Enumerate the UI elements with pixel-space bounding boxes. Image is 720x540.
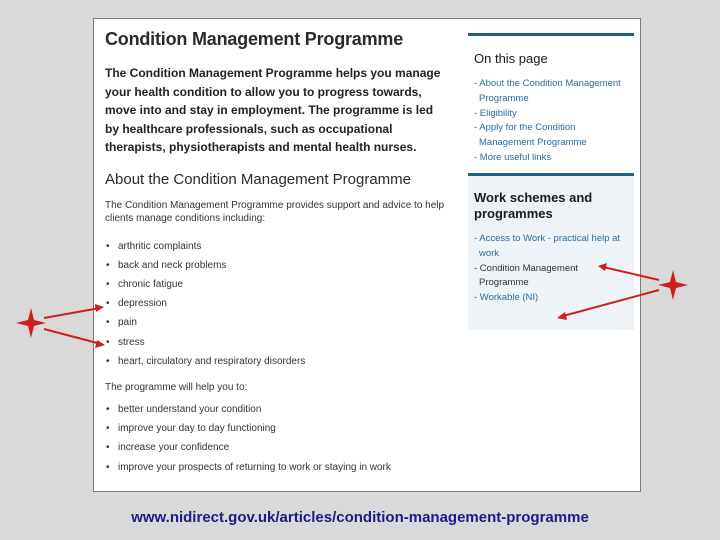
article-main bbox=[105, 29, 445, 487]
link-workable[interactable]: - Workable (NI) bbox=[474, 292, 539, 304]
bullet-icon: • bbox=[106, 240, 110, 252]
right-star-marker bbox=[658, 270, 688, 300]
bullet-icon: • bbox=[106, 278, 110, 290]
bullet-icon: • bbox=[106, 355, 110, 367]
work-schemes-links bbox=[474, 232, 628, 306]
list-item: • arthritic complaints bbox=[105, 237, 445, 256]
about-heading: About the Condition Management Programme bbox=[105, 170, 412, 188]
conditions-list bbox=[105, 237, 445, 371]
link-eligibility[interactable]: - Eligibility bbox=[474, 107, 517, 119]
webpage-screenshot bbox=[93, 18, 641, 492]
bullet-icon: • bbox=[106, 259, 110, 271]
link-more-useful-links[interactable]: - More useful links bbox=[474, 151, 552, 163]
list-item: • chronic fatigue bbox=[105, 275, 445, 294]
link-access-to-work[interactable]: - Access to Work - practical help at work bbox=[474, 233, 621, 259]
bullet-icon: • bbox=[106, 403, 110, 415]
condition-management-current: - Condition Management Programme bbox=[474, 262, 579, 289]
list-item: • improve your day to day functioning bbox=[105, 419, 445, 438]
left-star-marker bbox=[16, 308, 46, 338]
source-url-caption: www.nidirect.gov.uk/articles/condition-management-programme bbox=[131, 509, 589, 526]
list-item: • improve your prospects of returning to work or staying in work bbox=[105, 458, 445, 477]
link-about[interactable]: - About the Condition Management Programme bbox=[474, 78, 621, 104]
list-item: • stress bbox=[105, 333, 445, 352]
work-schemes-box bbox=[468, 173, 634, 330]
sidebar bbox=[468, 33, 634, 330]
about-text: The Condition Management Programme provides support and advice to help clients manage conditions including: bbox=[105, 199, 445, 224]
left-arrow-depression bbox=[44, 308, 100, 318]
list-item: • depression bbox=[105, 294, 445, 313]
work-schemes-heading: Work schemes and programmes bbox=[474, 190, 593, 221]
on-this-page-links bbox=[474, 77, 628, 166]
page-title: Condition Management Programme bbox=[105, 29, 404, 49]
list-item: • back and neck problems bbox=[105, 256, 445, 275]
link-apply[interactable]: - Apply for the Condition Management Programme bbox=[474, 122, 587, 149]
bullet-icon: • bbox=[106, 461, 110, 473]
bullet-icon: • bbox=[106, 298, 110, 310]
list-item: • heart, circulatory and respiratory disorders bbox=[105, 352, 445, 371]
on-this-page-heading: On this page bbox=[474, 51, 548, 66]
bullet-icon: • bbox=[106, 336, 110, 348]
on-this-page-box bbox=[468, 33, 634, 163]
list-item: • increase your confidence bbox=[105, 438, 445, 457]
intro-paragraph: The Condition Management Programme helps you manage your health condition to allow you to progress towards, move into and stay in employment. The programme is led by healthcare professionals, such as occupational therapists, physiotherapists and mental health nurses. bbox=[105, 66, 441, 154]
help-list bbox=[105, 400, 445, 477]
bullet-icon: • bbox=[106, 317, 110, 329]
bullet-icon: • bbox=[106, 423, 110, 435]
help-intro: The programme will help you to: bbox=[105, 381, 248, 393]
list-item: • better understand your condition bbox=[105, 400, 445, 419]
bullet-icon: • bbox=[106, 442, 110, 454]
list-item: • pain bbox=[105, 313, 445, 332]
